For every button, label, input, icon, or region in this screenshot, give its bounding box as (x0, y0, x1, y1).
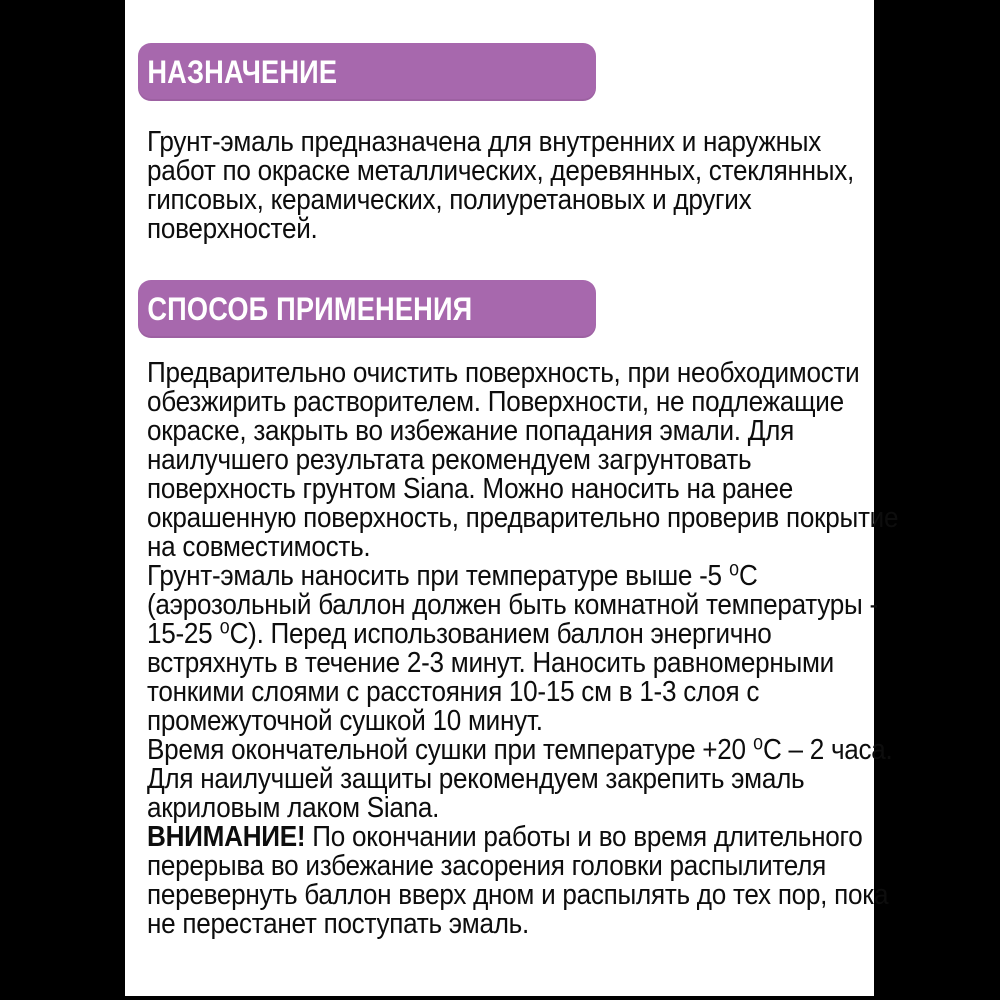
left-black-bar (0, 0, 125, 1000)
body-line: работ по окраске металлических, деревянных, стеклянных, (147, 155, 855, 187)
warning-line (147, 823, 898, 852)
body-line: промежуточной сушкой 10 минут. (147, 705, 543, 737)
body-line: обезжирить растворителем. Поверхности, не подлежащие (147, 386, 844, 418)
body-line: акриловым лаком Siana. (147, 792, 440, 824)
body-line: поверхностей. (147, 213, 318, 245)
body-line: Для наилучшей защиты рекомендуем закрепить эмаль (147, 763, 805, 795)
body-line: Грунт-эмаль наносить при температуре выше -5 ⁰С (147, 560, 758, 592)
body-line: тонкими слоями с расстояния 10-15 см в 1-3 слоя с (147, 676, 760, 708)
body-line: наилучшего результата рекомендуем загрунтовать (147, 444, 752, 476)
body-line: 15-25 ⁰С). Перед использованием баллон энергично (147, 618, 772, 650)
body-line: (аэрозольный баллон должен быть комнатной температуры - (147, 589, 878, 621)
section-header-purpose (138, 43, 596, 101)
warning-text: По окончании работы и во время длительного (305, 821, 863, 853)
body-line: Предварительно очистить поверхность, при необходимости (147, 357, 860, 389)
section-header-application (138, 280, 596, 338)
body-line: поверхность грунтом Siana. Можно наносить на ранее (147, 473, 793, 505)
body-line: окраске, закрыть во избежание попадания эмали. Для (147, 415, 794, 447)
body-line: не перестанет поступать эмаль. (147, 908, 529, 940)
body-line: гипсовых, керамических, полиуретановых и других (147, 184, 752, 216)
body-line: Грунт-эмаль предназначена для внутренних и наружных (147, 126, 822, 158)
application-paragraph (147, 359, 898, 939)
body-line: окрашенную поверхность, предварительно проверив покрытие (147, 502, 899, 534)
body-line: перевернуть баллон вверх дном и распылять до тех пор, пока (147, 879, 889, 911)
content-panel (125, 0, 899, 996)
purpose-paragraph (147, 128, 854, 244)
section-heading-application: СПОСОБ ПРИМЕНЕНИЯ (147, 291, 473, 327)
body-line: Время окончательной сушки при температуре +20 ⁰С – 2 часа. (147, 734, 893, 766)
warning-label: ВНИМАНИЕ! (147, 821, 306, 853)
body-line: перерыва во избежание засорения головки распылителя (147, 850, 826, 882)
body-line: на совместимость. (147, 531, 371, 563)
section-heading-purpose: НАЗНАЧЕНИЕ (147, 54, 338, 90)
body-line: встряхнуть в течение 2-3 минут. Наносить равномерными (147, 647, 834, 679)
